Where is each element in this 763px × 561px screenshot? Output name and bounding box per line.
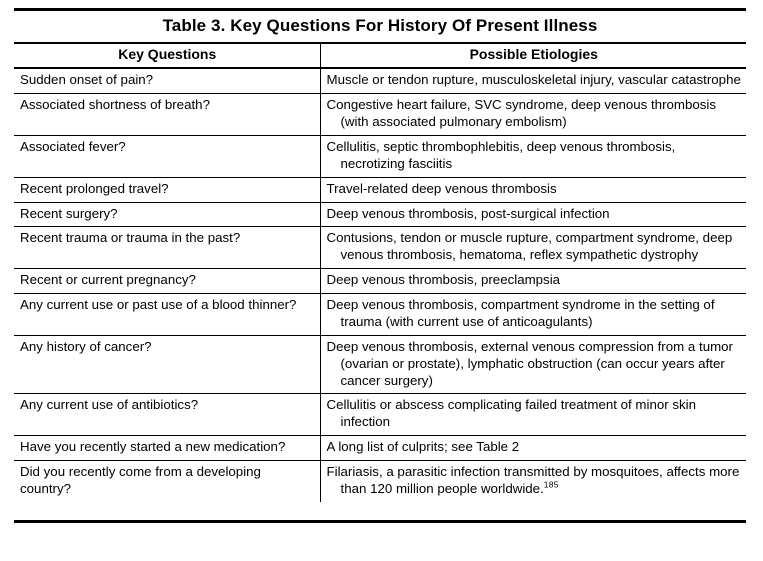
etiology-text: Muscle or tendon rupture, musculoskeletal injury, vascular catastrophe — [326, 72, 741, 88]
question-cell — [14, 177, 320, 202]
question-text: Did you recently come from a developing country? — [20, 464, 261, 496]
etiology-text: A long list of culprits; see Table 2 — [326, 439, 520, 455]
question-cell — [14, 269, 320, 294]
etiology-cell — [320, 135, 746, 177]
table-bottom-rule — [14, 520, 746, 523]
table-bottom-spacer — [14, 502, 746, 520]
question-cell — [14, 68, 320, 93]
etiology-cell — [320, 68, 746, 93]
question-cell — [14, 436, 320, 461]
question-text: Recent surgery? — [20, 205, 118, 221]
table-row — [14, 394, 746, 436]
etiology-text: Travel-related deep venous thrombosis — [326, 180, 557, 196]
etiology-text: Contusions, tendon or muscle rupture, compartment syndrome, deep venous thrombosis, hematoma, reflex sympathetic dystrophy — [326, 230, 733, 263]
table-row — [14, 227, 746, 269]
etiology-cell — [320, 461, 746, 502]
table-header — [14, 44, 746, 69]
table-body — [14, 68, 746, 502]
etiology-cell — [320, 335, 746, 394]
column-header-possible-etiologies: Possible Etiologies — [320, 44, 746, 69]
header-row — [14, 44, 746, 69]
question-text: Recent or current pregnancy? — [20, 272, 196, 288]
etiology-cell — [320, 177, 746, 202]
etiology-text: Congestive heart failure, SVC syndrome, deep venous thrombosis (with associated pulmonary embolism) — [326, 97, 717, 130]
etiology-text: Cellulitis or abscess complicating failed treatment of minor skin infection — [326, 397, 697, 430]
etiology-cell — [320, 202, 746, 227]
table-row — [14, 294, 746, 336]
etiology-cell — [320, 227, 746, 269]
etiology-cell — [320, 269, 746, 294]
question-text: Any current use of antibiotics? — [20, 397, 199, 413]
question-cell — [14, 135, 320, 177]
etiology-cell — [320, 94, 746, 136]
table-row — [14, 202, 746, 227]
question-text: Associated fever? — [20, 138, 126, 154]
question-cell — [14, 227, 320, 269]
etiology-cell — [320, 436, 746, 461]
etiology-text: Deep venous thrombosis, compartment syndrome in the setting of trauma (with current use of anticoagulants) — [326, 297, 715, 329]
table-row — [14, 135, 746, 177]
etiology-text: Cellulitis, septic thrombophlebitis, deep venous thrombosis, necrotizing fasciitis — [326, 138, 676, 171]
etiology-cell — [320, 394, 746, 436]
question-cell — [14, 94, 320, 136]
reference-superscript: 185 — [543, 479, 559, 490]
etiology-cell — [320, 294, 746, 336]
table-row — [14, 269, 746, 294]
question-cell — [14, 394, 320, 436]
question-text: Sudden onset of pain? — [20, 72, 154, 88]
table-title: Table 3. Key Questions For History Of Present Illness — [162, 16, 598, 35]
table-row — [14, 177, 746, 202]
table-container — [14, 8, 746, 523]
table-row — [14, 436, 746, 461]
table-row — [14, 68, 746, 93]
etiology-text: Deep venous thrombosis, external venous compression from a tumor (ovarian or prostate), lymphatic obstruction (can occur years after cancer surgery) — [326, 338, 733, 388]
question-cell — [14, 461, 320, 502]
question-cell — [14, 202, 320, 227]
question-text: Any current use or past use of a blood thinner? — [20, 297, 297, 313]
question-text: Associated shortness of breath? — [20, 97, 210, 113]
question-text: Recent trauma or trauma in the past? — [20, 230, 241, 246]
etiology-text: Filariasis, a parasitic infection transmitted by mosquitoes, affects more than 120 million people worldwide.$^{185}$ — [326, 464, 740, 496]
etiology-text: Deep venous thrombosis, preeclampsia — [326, 272, 561, 288]
column-header-key-questions: Key Questions — [14, 44, 320, 69]
table-row — [14, 335, 746, 394]
question-cell — [14, 294, 320, 336]
etiology-text: Deep venous thrombosis, post-surgical infection — [326, 205, 610, 221]
question-cell — [14, 335, 320, 394]
key-questions-table — [14, 44, 746, 502]
table-row — [14, 461, 746, 502]
table-row — [14, 94, 746, 136]
question-text: Any history of cancer? — [20, 338, 152, 354]
question-text: Recent prolonged travel? — [20, 180, 169, 196]
question-text: Have you recently started a new medication? — [20, 439, 286, 455]
